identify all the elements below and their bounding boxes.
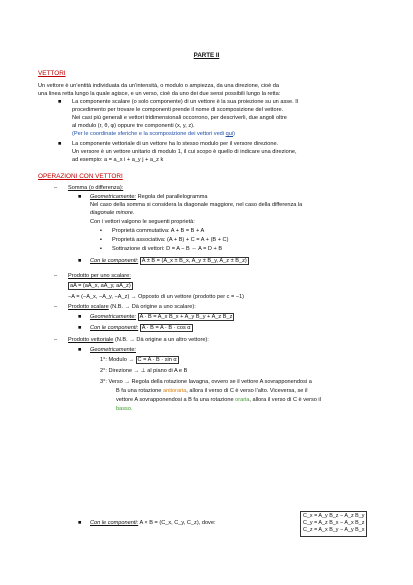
pv1-label: 1°: Modulo → bbox=[100, 357, 134, 363]
prop-sottrazione bbox=[112, 246, 222, 253]
pv3b-antioraria: antioraria bbox=[162, 388, 187, 394]
bullet-icon: ■ bbox=[78, 347, 82, 353]
psg-label: Geometricamente: bbox=[90, 314, 137, 320]
dash-icon: – bbox=[54, 337, 58, 343]
pv3c-c: , allora il verso di C è verso il bbox=[249, 397, 321, 403]
pv3c-a: vettore A sovrapponendosi a B fa una rotazione bbox=[116, 397, 236, 403]
b2-line-1: La componente vettoriale di un vettore ha lo stesso modulo per il versore direzione. bbox=[72, 141, 279, 147]
section-heading-operazioni: OPERAZIONI CON VETTORI bbox=[38, 173, 123, 180]
mat-row-1: C_x = A_y B_z − A_z B_y bbox=[303, 513, 365, 519]
psc-label: Con le componenti: bbox=[90, 325, 139, 331]
comp-label: Con le componenti: bbox=[90, 258, 139, 264]
b1-line-1: La componente scalare (o solo componente) di un vettore è la sua proiezione su un asse. Il bbox=[72, 99, 299, 105]
prod-scal-heading: Prodotto per uno scalare: bbox=[68, 273, 131, 279]
pv2-line: 2°: Direzione → ⊥ al piano di A e B bbox=[100, 368, 188, 374]
cross-product-matrix bbox=[300, 511, 367, 537]
pv3-line-2 bbox=[116, 388, 307, 395]
prop-associativa bbox=[112, 237, 228, 244]
p1-label: Proprietà commutativa: bbox=[112, 228, 170, 234]
mat-row-3: C_z = A_x B_y − A_y B_x bbox=[303, 527, 365, 534]
pv1-line bbox=[100, 357, 179, 364]
bullet-icon: ■ bbox=[78, 314, 82, 320]
pv3c-oraria: oraria bbox=[235, 397, 250, 403]
bullet-icon: ■ bbox=[78, 258, 82, 264]
prod-vett-note: (N.B. → Dà origine a un altro vettore): bbox=[113, 337, 209, 343]
link-qui[interactable]: qui bbox=[225, 131, 234, 137]
b2-line-2: Un versore è un vettore unitario di modulo 1, il cui scopo è quello di indicare una direzione, bbox=[72, 149, 297, 155]
ps1 bbox=[68, 283, 133, 290]
ps2: −A = (−A_x, −A_y, −A_z) → Opposto di un vettore (prodotto per c = −1) bbox=[68, 294, 245, 300]
p1-formula: A + B = B + A bbox=[169, 228, 205, 234]
prod-scalare-note: (N.B. → Dà origine a uno scalare): bbox=[108, 304, 196, 310]
ps1-formula: aA = (aA_x, aA_y, aA_z) bbox=[70, 283, 131, 289]
prop-commutativa bbox=[112, 228, 204, 235]
pvc-label: Con le componenti: bbox=[90, 520, 139, 526]
dash-icon: – bbox=[54, 185, 58, 191]
pvc-line bbox=[90, 520, 216, 527]
b2-line-3: ad esempio: a = a_x i + a_y j + a_z k bbox=[72, 157, 164, 163]
geo-label: Geometricamente: bbox=[90, 194, 137, 200]
psc-line bbox=[90, 325, 193, 332]
somma-heading: Somma (o differenza): bbox=[68, 185, 124, 191]
psc-formula: A · B = A · B · cos α bbox=[141, 325, 191, 331]
p2-label: Proprietà associativa: bbox=[112, 237, 166, 243]
p3-label: Sottrazione di vettori: bbox=[112, 246, 165, 252]
p3-formula: D = A − B ⇔ A = D + B bbox=[164, 246, 223, 252]
bullet-icon: ▪ bbox=[100, 246, 102, 252]
pv3-line-3 bbox=[116, 397, 321, 404]
comp-line bbox=[90, 258, 249, 265]
bullet-icon: ■ bbox=[78, 520, 82, 526]
b1-line-2: procedimento per trovare le componenti prende il nome di scomposizione del vettore. bbox=[72, 107, 284, 113]
prod-vett-heading bbox=[68, 337, 209, 344]
geo-line-2: Nel caso della somma si considera la diagonale maggiore, nel caso della differenza la bbox=[90, 202, 303, 208]
bullet-icon: ■ bbox=[78, 194, 82, 200]
page-title: PARTE II bbox=[193, 52, 220, 59]
geo-text: Regola del parallelogramma bbox=[136, 194, 208, 200]
bullet-icon: ■ bbox=[58, 99, 62, 105]
pv3b-a: B fa una rotazione bbox=[116, 388, 163, 394]
bullet-icon: ■ bbox=[58, 141, 62, 147]
mat-row-2: C_y = A_z B_x − A_x B_z bbox=[303, 520, 365, 527]
bullet-icon: ▪ bbox=[100, 237, 102, 243]
pv3b-c: , allora il verso di C è verso l’alto. Viceversa, se il bbox=[186, 388, 308, 394]
prod-scalare-heading bbox=[68, 304, 196, 311]
psg-line bbox=[90, 314, 234, 321]
intro-line-1: Un vettore è un’entità individuata da un’intensità, o modulo o ampiezza, da una direzione, cioè da bbox=[38, 83, 279, 89]
b1-note-end: ) bbox=[233, 131, 235, 137]
dash-icon: – bbox=[54, 304, 58, 310]
dash-icon: – bbox=[54, 273, 58, 279]
comp-formula: A ± B = (A_x ± B_x, A_y ± B_y, A_z ± B_z) bbox=[141, 258, 247, 264]
p2-formula: (A + B) + C = A + (B + C) bbox=[165, 237, 229, 243]
bullet-icon: ▪ bbox=[100, 228, 102, 234]
prod-vett-label: Prodotto vettoriale bbox=[68, 337, 114, 343]
bullet-icon: ■ bbox=[78, 325, 82, 331]
pv3-line-1: 3°: Verso → Regola della rotazione lavagna, ovvero se il vettore A sovrapponendosi a bbox=[100, 379, 312, 385]
section-heading-vettori: VETTORI bbox=[38, 70, 66, 77]
b1-line-4: al modulo (r, θ, φ) oppure tre componenti (x, y, z). bbox=[72, 123, 195, 129]
pvc-formula: A × B = (C_x, C_y, C_z), dove: bbox=[138, 520, 216, 526]
geo-line-3: diagonale minore. bbox=[90, 210, 135, 216]
b1-line-5 bbox=[72, 131, 235, 138]
intro-line-2: una linea retta lungo la quale agisce, e un verso, cioè da uno dei due sensi possibili lungo la retta: bbox=[38, 91, 281, 97]
b1-line-3: Nei casi più generali e vettori tridimensionali occorrono, per descriverli, due angoli oltre bbox=[72, 115, 287, 121]
psg-formula: A · B = A_x B_x + A_y B_y + A_z B_z bbox=[139, 314, 233, 320]
prod-scalare-label: Prodotto scalare bbox=[68, 304, 109, 310]
geo-line bbox=[90, 194, 208, 201]
pv1-formula: C = A · B · sin α bbox=[137, 357, 177, 363]
pv3-line-4: basso. bbox=[116, 406, 133, 412]
prop-intro: Con i vettori valgono le seguenti proprietà: bbox=[90, 219, 195, 225]
pvg-label: Geometricamente: bbox=[90, 347, 137, 353]
b1-note: (Per le coordinate sferiche e la scomposizione dei vettori vedi bbox=[72, 131, 226, 137]
